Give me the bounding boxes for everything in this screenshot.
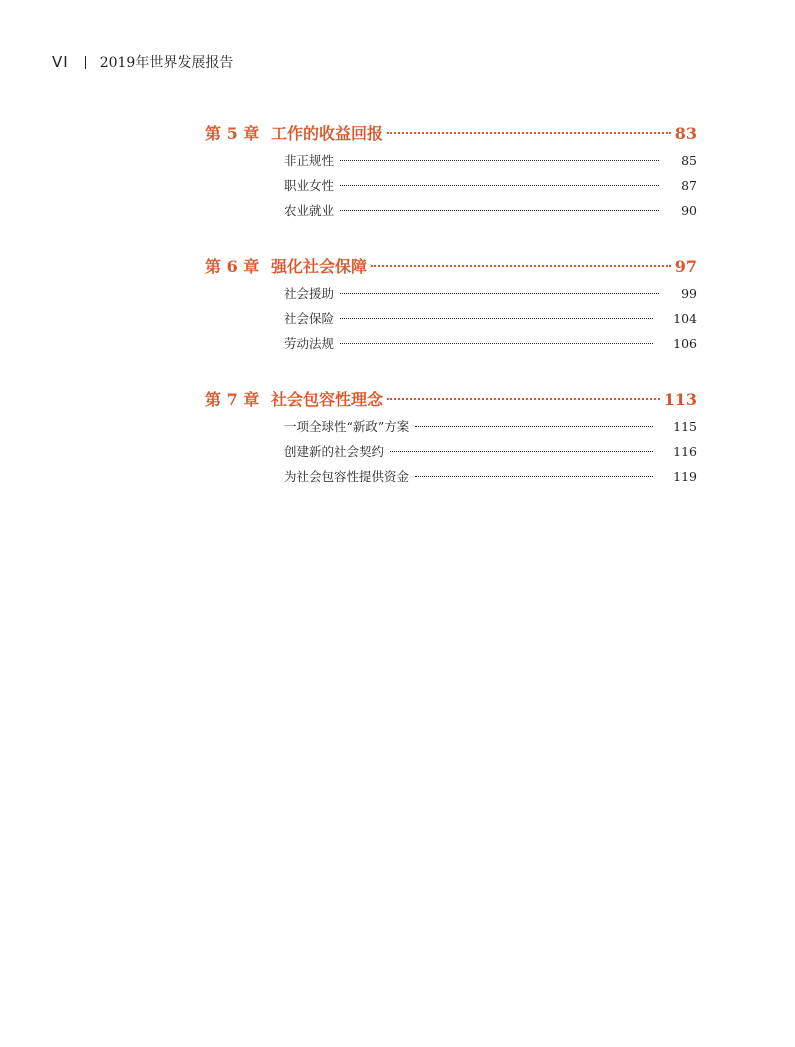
chapter-7 [205, 386, 697, 489]
dot-leader [371, 265, 671, 267]
chapter-entry[interactable] [205, 120, 697, 148]
chapter-entry[interactable] [205, 386, 697, 414]
table-of-contents [205, 120, 697, 519]
chapter-5 [205, 120, 697, 223]
chapter-page-number: 113 [663, 390, 697, 409]
section-page-number: 115 [673, 419, 697, 434]
section-page-number: 116 [673, 444, 697, 459]
chapter-page-number: 83 [674, 124, 697, 143]
section-entry[interactable] [284, 281, 697, 306]
chapter-6 [205, 253, 697, 356]
dot-leader [415, 476, 653, 477]
chapter-number: 第 5 章 [205, 124, 260, 143]
section-entry[interactable] [284, 439, 697, 464]
header-divider [85, 56, 86, 69]
section-title: 一项全球性“新政”方案 [284, 419, 410, 434]
dot-leader [415, 426, 653, 427]
page-folio: VI [52, 53, 69, 71]
section-title: 劳动法规 [284, 336, 335, 351]
chapter-page-number: 97 [674, 257, 697, 276]
section-page-number: 99 [681, 286, 697, 301]
dot-leader [387, 398, 660, 400]
section-entry[interactable] [284, 464, 697, 489]
dot-leader [387, 132, 671, 134]
chapter-title: 强化社会保障 [271, 257, 368, 276]
section-title: 农业就业 [284, 203, 335, 218]
section-title: 社会保险 [284, 311, 335, 326]
section-page-number: 106 [673, 336, 697, 351]
dot-leader [340, 343, 653, 344]
section-page-number: 104 [673, 311, 697, 326]
section-title: 创建新的社会契约 [284, 444, 385, 459]
section-page-number: 90 [681, 203, 697, 218]
dot-leader [340, 210, 659, 211]
section-entry[interactable] [284, 198, 697, 223]
chapter-entry[interactable] [205, 253, 697, 281]
section-title: 社会援助 [284, 286, 335, 301]
section-entry[interactable] [284, 306, 697, 331]
chapter-number: 第 7 章 [205, 390, 260, 409]
chapter-title: 社会包容性理念 [271, 390, 384, 409]
running-head [52, 52, 233, 72]
section-entry[interactable] [284, 173, 697, 198]
section-page-number: 85 [681, 153, 697, 168]
section-title: 为社会包容性提供资金 [284, 469, 410, 484]
dot-leader [340, 318, 653, 319]
section-entry[interactable] [284, 148, 697, 173]
book-title: 2019年世界发展报告 [99, 55, 234, 71]
section-entry[interactable] [284, 331, 697, 356]
dot-leader [340, 293, 659, 294]
section-title: 非正规性 [284, 153, 335, 168]
section-page-number: 87 [681, 178, 697, 193]
section-title: 职业女性 [284, 178, 335, 193]
section-entry[interactable] [284, 414, 697, 439]
chapter-number: 第 6 章 [205, 257, 260, 276]
dot-leader [390, 451, 653, 452]
dot-leader [340, 185, 659, 186]
dot-leader [340, 160, 659, 161]
chapter-title: 工作的收益回报 [271, 124, 384, 143]
section-page-number: 119 [673, 469, 697, 484]
